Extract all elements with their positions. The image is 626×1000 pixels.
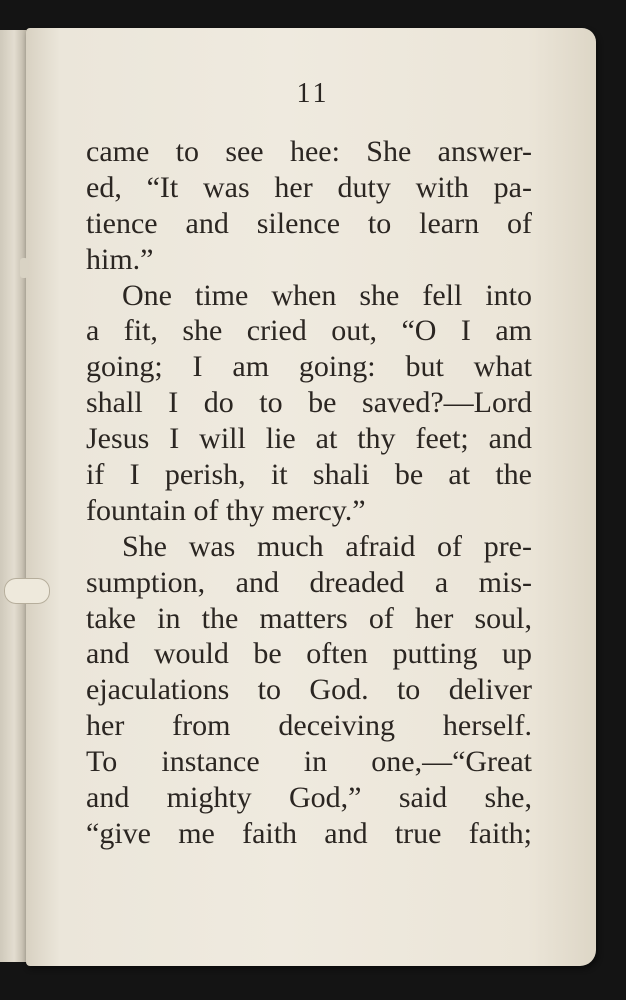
left-page-edge bbox=[0, 30, 27, 962]
text-line: going; I am going: but what bbox=[86, 350, 532, 384]
text-line: ed, “It was her duty with pa- bbox=[86, 170, 532, 204]
binding-stitch bbox=[4, 578, 50, 604]
text-line: came to see hee: She answer- bbox=[86, 135, 532, 168]
text-line: sumption, and dreaded a mis- bbox=[86, 565, 532, 599]
page-number: 11 bbox=[296, 78, 330, 109]
text-line: tience and silence to learn of bbox=[86, 206, 532, 240]
text-line: and mighty God,” said she, bbox=[86, 781, 532, 815]
text-line: and would be often putting up bbox=[86, 637, 532, 671]
text-line: “give me faith and true faith; bbox=[86, 816, 532, 850]
binding-thread bbox=[20, 258, 28, 278]
text-line: him.” bbox=[86, 242, 154, 276]
text-line: take in the matters of her soul, bbox=[86, 601, 532, 635]
text-line: fountain of thy mercy.” bbox=[86, 493, 366, 527]
text-line: To instance in one,—“Great bbox=[86, 745, 532, 779]
text-line: a fit, she cried out, “O I am bbox=[86, 314, 532, 348]
text-line: Jesus I will lie at thy feet; and bbox=[86, 422, 532, 456]
text-line: She was much afraid of pre- bbox=[122, 529, 532, 563]
text-line: One time when she fell into bbox=[122, 278, 532, 312]
text-line: ejaculations to God. to deliver bbox=[86, 673, 532, 707]
text-line: her from deceiving herself. bbox=[86, 709, 532, 743]
text-line: if I perish, it shali be at the bbox=[86, 458, 532, 492]
text-line: shall I do to be saved?—Lord bbox=[86, 386, 532, 420]
page-text bbox=[86, 134, 532, 852]
